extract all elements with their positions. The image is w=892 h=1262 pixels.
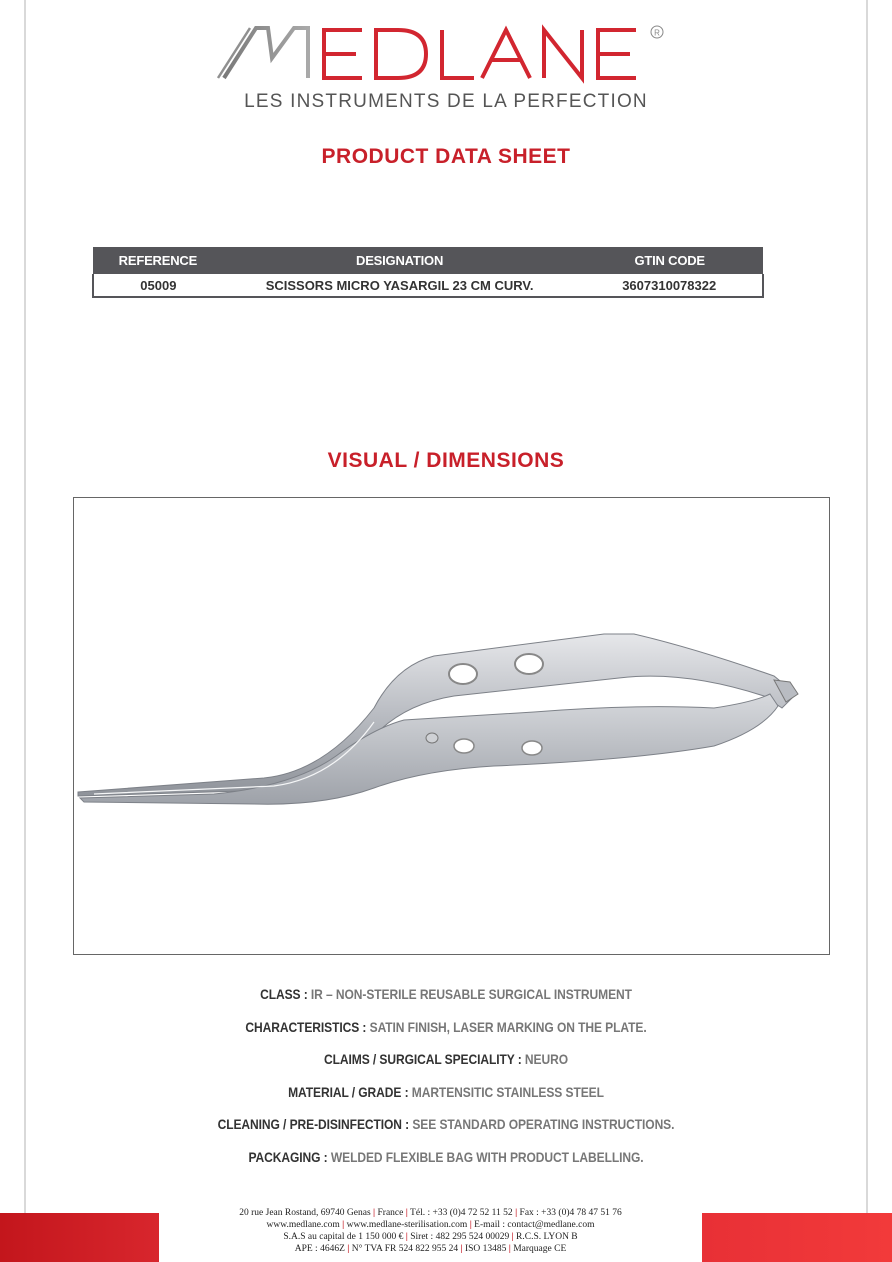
spec-material <box>62 1082 829 1115</box>
spec-value: NEURO <box>524 1051 568 1067</box>
footer-red-bar-left <box>0 1213 159 1262</box>
spec-label: CHARACTERISTICS : <box>245 1018 367 1035</box>
spec-value: WELDED FLEXIBLE BAG WITH PRODUCT LABELLING. <box>330 1148 644 1165</box>
specifications-list <box>0 984 892 1179</box>
spec-value: SATIN FINISH, LASER MARKING ON THE PLATE. <box>369 1018 647 1035</box>
footer-siret: Siret : 482 295 524 00029 <box>410 1232 510 1242</box>
footer-phone: Tél. : +33 (0)4 72 52 11 52 <box>410 1208 513 1218</box>
footer-country: France <box>377 1208 404 1218</box>
spec-value: MARTENSITIC STAINLESS STEEL <box>411 1083 604 1100</box>
spec-characteristics <box>62 1017 829 1050</box>
product-image-frame <box>73 497 830 955</box>
footer-address: 20 rue Jean Rostand, 69740 Genas <box>239 1208 371 1218</box>
footer-website[interactable]: www.medlane.com <box>266 1220 340 1230</box>
spec-claims <box>62 1049 829 1082</box>
brand-tagline: LES INSTRUMENTS DE LA PERFECTION <box>244 91 648 112</box>
cell-designation: SCISSORS MICRO YASARGIL 23 CM CURV. <box>223 274 577 297</box>
footer-vat: N° TVA FR 524 822 955 24 <box>351 1244 459 1254</box>
footer-website-sterilisation[interactable]: www.medlane-sterilisation.com <box>346 1220 468 1230</box>
reference-table <box>92 247 764 298</box>
footer-red-bar-right <box>702 1213 892 1262</box>
spec-label: CLEANING / PRE-DISINFECTION : <box>217 1116 410 1132</box>
footer-iso: ISO 13485 <box>464 1244 507 1254</box>
column-header-designation: DESIGNATION <box>223 247 577 274</box>
scissors-image <box>74 498 831 956</box>
footer-capital: S.A.S au capital de 1 150 000 € <box>283 1232 404 1242</box>
svg-text:R: R <box>654 28 660 38</box>
spec-label: MATERIAL / GRADE : <box>288 1083 409 1100</box>
spec-class <box>62 984 829 1017</box>
medlane-logo-graphic <box>216 18 676 84</box>
column-header-gtin: GTIN CODE <box>576 247 763 274</box>
spec-label: CLAIMS / SURGICAL SPECIALITY : <box>324 1051 522 1067</box>
footer-ape: APE : 4646Z <box>294 1244 345 1254</box>
page-title: PRODUCT DATA SHEET <box>321 145 571 168</box>
cell-gtin: 3607310078322 <box>576 274 763 297</box>
footer-ce: Marquage CE <box>513 1244 567 1254</box>
spec-label: PACKAGING : <box>248 1148 328 1165</box>
spec-cleaning <box>62 1114 829 1147</box>
footer-line-web: www.medlane.com | www.medlane-sterilisation.com | E-mail : contact@medlane.com <box>266 1220 595 1230</box>
footer-line-company: S.A.S au capital de 1 150 000 € | Siret : 482 295 524 00029 | R.C.S. LYON B <box>283 1232 578 1242</box>
section-title-visual: VISUAL / DIMENSIONS <box>327 449 565 472</box>
spec-packaging <box>62 1147 829 1180</box>
spec-value: IR – NON-STERILE REUSABLE SURGICAL INSTRUMENT <box>310 986 632 1002</box>
footer-rcs: R.C.S. LYON B <box>516 1232 578 1242</box>
spec-value: SEE STANDARD OPERATING INSTRUCTIONS. <box>412 1116 675 1132</box>
footer-fax: Fax : +33 (0)4 78 47 51 76 <box>519 1208 622 1218</box>
footer-email[interactable]: E-mail : contact@medlane.com <box>474 1220 595 1230</box>
spec-label: CLASS : <box>260 986 308 1002</box>
cell-reference: 05009 <box>93 274 223 297</box>
table-row <box>93 274 763 297</box>
brand-logo <box>0 18 892 84</box>
column-header-reference: REFERENCE <box>93 247 223 274</box>
footer-line-address: 20 rue Jean Rostand, 69740 Genas | France | Tél. : +33 (0)4 72 52 11 52 | Fax : +33 (0)4 78 47 51 76 <box>239 1208 622 1218</box>
table-header-row <box>93 247 763 274</box>
footer-line-legal: APE : 4646Z | N° TVA FR 524 822 955 24 | ISO 13485 | Marquage CE <box>294 1244 567 1254</box>
footer-contact <box>159 1207 702 1255</box>
